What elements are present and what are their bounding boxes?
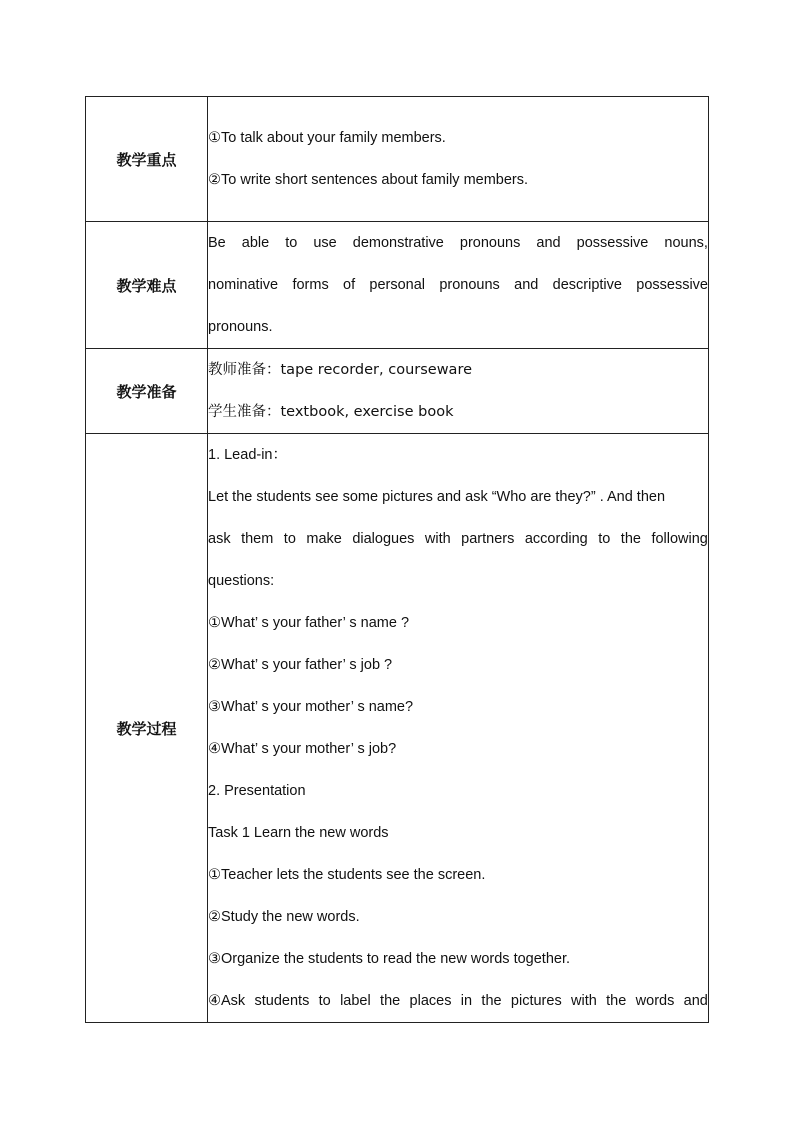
word: able — [241, 235, 270, 251]
word: nominative — [208, 277, 279, 293]
word: of — [343, 277, 356, 293]
word: partners — [461, 531, 515, 547]
word: and — [536, 235, 561, 251]
word: the — [620, 531, 641, 547]
word: pronouns — [459, 235, 521, 251]
word: to — [318, 993, 331, 1009]
word: use — [313, 235, 337, 251]
word: demonstrative — [352, 235, 444, 251]
row-difficulties — [86, 222, 709, 349]
text-line: ①To talk about your family members. — [208, 130, 446, 146]
text-line: ③Organize the students to read the new words together. — [208, 951, 571, 967]
word: them — [241, 531, 274, 547]
word: to — [285, 235, 298, 251]
content-key-points — [208, 97, 709, 222]
row-preparation — [86, 349, 709, 434]
word: to — [598, 531, 611, 547]
row-key-points — [86, 97, 709, 222]
text-line: 学生准备：textbook, exercise book — [208, 404, 454, 420]
word: pronouns — [439, 277, 500, 293]
justified-line — [208, 222, 708, 264]
text-line: Task 1 Learn the new words — [208, 825, 389, 841]
label-key-points: 教学重点 — [86, 97, 208, 222]
text-line: ②To write short sentences about family members. — [208, 172, 529, 188]
text-line: 2. Presentation — [208, 783, 306, 799]
word: words — [635, 993, 675, 1009]
word: descriptive — [552, 277, 622, 293]
word: the — [481, 993, 502, 1009]
word: label — [340, 993, 371, 1009]
word: Be — [208, 235, 226, 251]
text-line: Let the students see some pictures and ask “Who are they?” . And then — [208, 489, 666, 505]
text-line: questions: — [208, 573, 275, 589]
word: possessive — [636, 277, 708, 293]
label-difficulties: 教学难点 — [86, 222, 208, 349]
word: according — [524, 531, 588, 547]
word: in — [460, 993, 473, 1009]
word: to — [283, 531, 296, 547]
text-line: ②Study the new words. — [208, 909, 360, 925]
word: with — [424, 531, 451, 547]
text-line: 1. Lead-in： — [208, 447, 287, 463]
text-line: ④What’ s your mother’ s job? — [208, 741, 397, 757]
word: pictures — [510, 993, 562, 1009]
text-line: ②What’ s your father’ s job ? — [208, 657, 393, 673]
text-line: ①Teacher lets the students see the screen. — [208, 867, 486, 883]
word: ④Ask — [208, 993, 246, 1009]
text-line: ①What’ s your father’ s name ? — [208, 615, 410, 631]
row-process — [86, 434, 709, 1023]
word: following — [651, 531, 708, 547]
word: possessive — [576, 235, 649, 251]
label-process: 教学过程 — [86, 434, 208, 1023]
justified-line — [208, 264, 708, 306]
word: ask — [208, 531, 231, 547]
word: nouns, — [664, 235, 708, 251]
word: and — [514, 277, 539, 293]
text-line: pronouns. — [208, 319, 273, 335]
justified-line — [208, 518, 708, 560]
text-line: 教师准备：tape recorder, courseware — [208, 362, 473, 378]
word: personal — [369, 277, 426, 293]
word: the — [380, 993, 401, 1009]
content-preparation — [208, 349, 709, 434]
text-line: ③What’ s your mother’ s name? — [208, 699, 414, 715]
word: forms — [292, 277, 329, 293]
label-preparation: 教学准备 — [86, 349, 208, 434]
word: with — [571, 993, 597, 1009]
word: dialogues — [352, 531, 415, 547]
content-process — [208, 434, 709, 1023]
word: students — [254, 993, 310, 1009]
word: make — [306, 531, 342, 547]
word: and — [683, 993, 708, 1009]
justified-line — [208, 980, 708, 1022]
word: the — [606, 993, 627, 1009]
word: places — [409, 993, 452, 1009]
content-difficulties — [208, 222, 709, 349]
lesson-plan-table — [85, 96, 709, 1023]
